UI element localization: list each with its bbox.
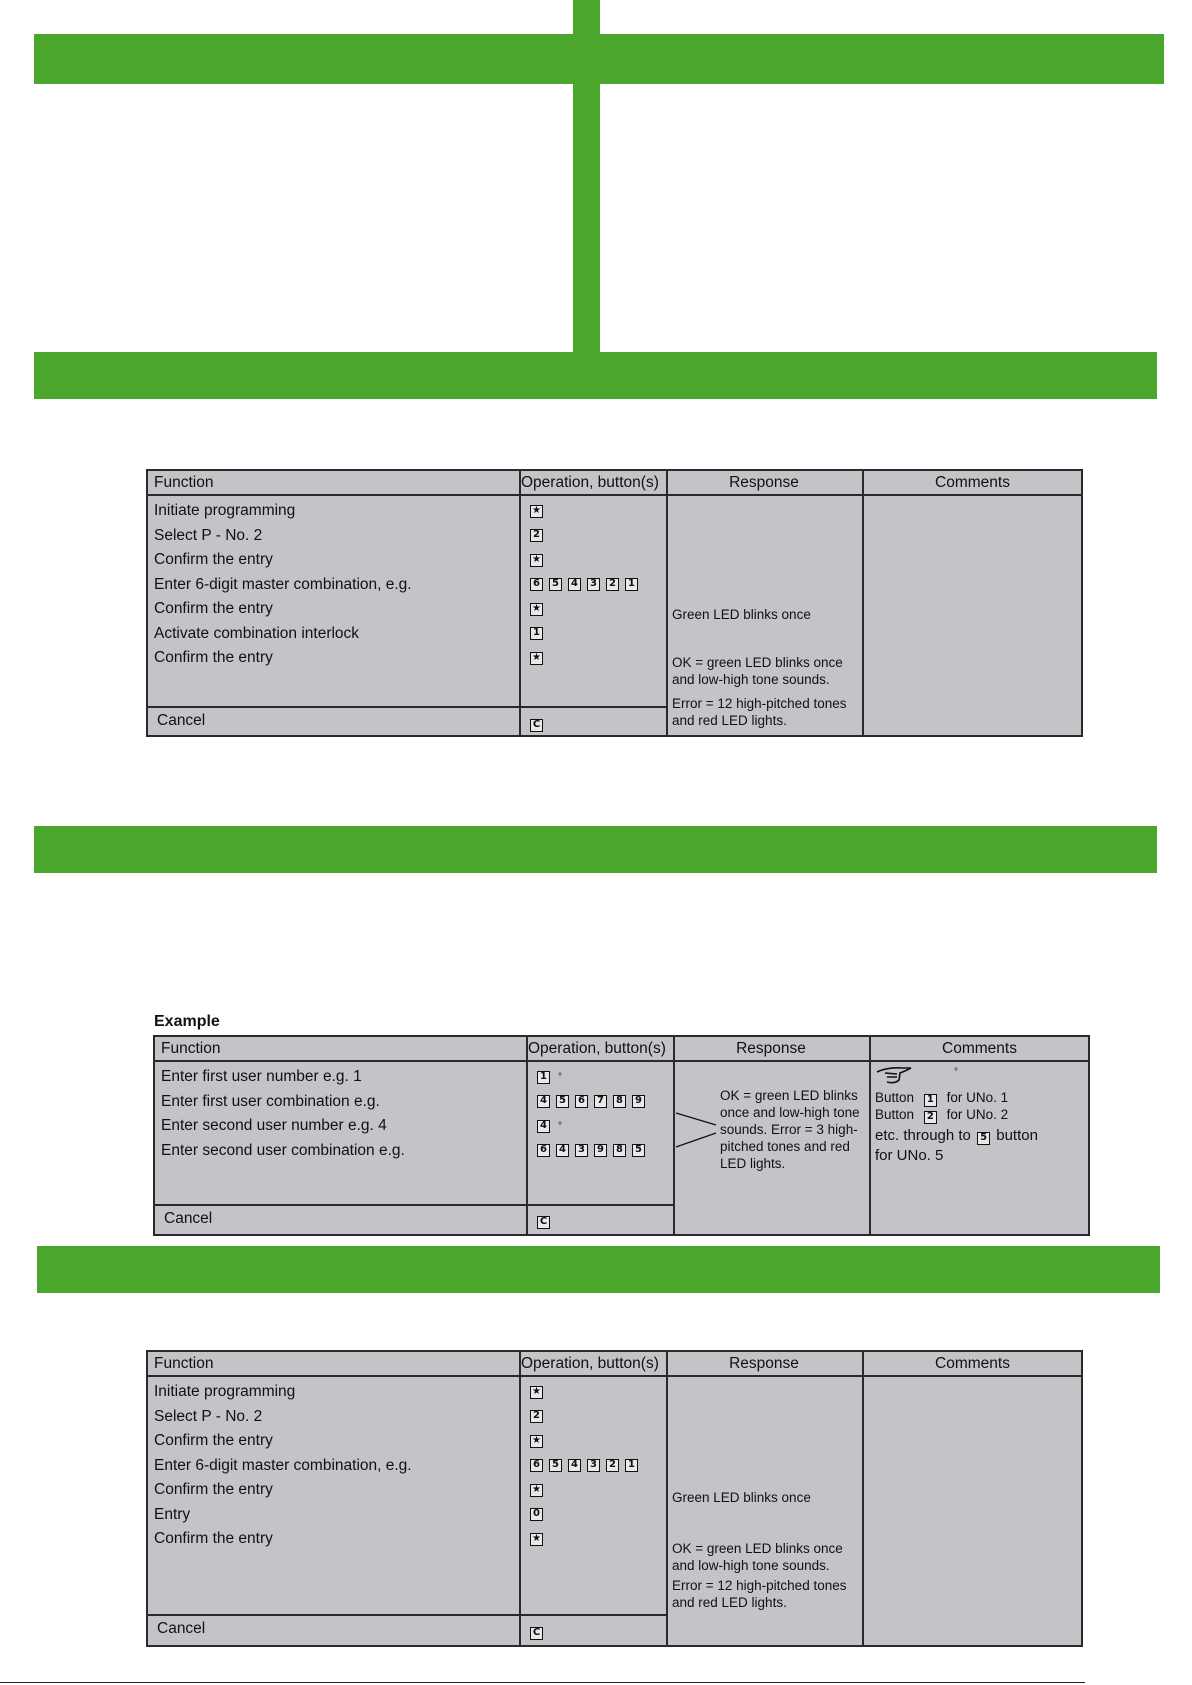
header-operation: Operation, button(s) — [521, 1355, 659, 1372]
header-response: Response — [736, 1040, 806, 1057]
key-icon: 4 — [537, 1120, 550, 1133]
key-icon: 1 — [530, 627, 543, 640]
comment-line-3: etc. through to 5 button — [875, 1127, 1038, 1144]
key-icon: 9 — [632, 1095, 645, 1108]
function-list — [154, 499, 412, 671]
footer-rule — [0, 1682, 1085, 1683]
programming-table-1 — [146, 469, 1083, 737]
op-row — [530, 548, 638, 573]
response-green-led: Green LED blinks once — [672, 607, 811, 622]
key-star-icon: ★ — [530, 554, 543, 567]
function-row: Activate combination interlock — [154, 624, 360, 642]
key-icon: 6 — [530, 578, 543, 591]
key-icon: 6 — [537, 1144, 550, 1157]
function-row: Initiate programming — [154, 1383, 296, 1400]
op-row — [530, 1380, 638, 1405]
function-row: Enter second user number e.g. 4 — [161, 1117, 387, 1134]
key-icon: 2 — [530, 529, 543, 542]
op-row — [530, 1478, 638, 1503]
key-icon: 5 — [977, 1132, 990, 1145]
example-table: Function Operation, button(s) Response Comments Enter first user number e.g. 1 Enter first user combination e.g. Enter second user number e.g. 4 Enter second user combination e.g. 1 ° 4 5 6 7 8 9 4 ° 6 4 3 9 8 5 Cancel C OK = green LED blinks once and low-high tone sounds. Error = 3 high-pitched tones and red LED lights. ° Button 1 for UNo. 1 Button 2 for UNo. 2 etc. through to 5 button for UNo. 5 — [153, 1035, 1090, 1236]
cancel-label: Cancel — [164, 1210, 213, 1227]
key-icon: 5 — [549, 578, 562, 591]
cancel-label: Cancel — [157, 1620, 206, 1637]
operation-list — [530, 499, 638, 671]
op-row — [530, 1527, 638, 1552]
op-row — [537, 1139, 645, 1164]
green-banner-3 — [34, 826, 1157, 873]
function-row: Initiate programming — [154, 502, 296, 519]
op-row — [530, 499, 638, 524]
header-response: Response — [729, 1355, 799, 1372]
key-icon: 0 — [530, 1508, 543, 1521]
op-row — [530, 597, 638, 622]
key-cancel-icon: C — [530, 719, 543, 732]
programming-table-2 — [146, 1350, 1083, 1647]
key-icon: 4 — [568, 578, 581, 591]
pointing-hand-icon — [875, 1065, 917, 1087]
comment-line-2: Button 2 for UNo. 2 — [875, 1107, 1009, 1122]
op-row — [530, 1429, 638, 1454]
response-error: Error = 12 high-pitched tones and red LED lights. — [672, 696, 847, 728]
key-icon: 5 — [632, 1144, 645, 1157]
key-star-icon: ★ — [530, 1533, 543, 1546]
header-operation: Operation, button(s) — [521, 474, 659, 491]
key-icon: 2 — [606, 578, 619, 591]
key-icon: 6 — [530, 1459, 543, 1472]
bracket-lines — [674, 1097, 724, 1152]
op-row — [530, 622, 638, 647]
key-star-icon: ★ — [530, 505, 543, 518]
key-icon: 5 — [556, 1095, 569, 1108]
op-row — [530, 1454, 638, 1479]
green-banner-1 — [34, 34, 1164, 84]
function-row: Confirm the entry — [154, 1530, 273, 1547]
key-icon: 3 — [587, 578, 600, 591]
key-icon: 1 — [625, 578, 638, 591]
key-icon: 3 — [587, 1459, 600, 1472]
comment-line-1: Button 1 for UNo. 1 — [875, 1090, 1009, 1105]
key-icon: 8 — [613, 1095, 626, 1108]
function-row: Confirm the entry — [154, 1432, 273, 1449]
key-star-icon: ★ — [530, 1386, 543, 1399]
op-row — [530, 646, 638, 671]
key-icon: 4 — [568, 1459, 581, 1472]
function-row: Enter first user number e.g. 1 — [161, 1068, 362, 1085]
key-icon: 7 — [594, 1095, 607, 1108]
header-comments: Comments — [942, 1040, 1017, 1057]
key-icon: 1 — [924, 1094, 937, 1107]
function-row: Enter first user combination e.g. — [161, 1092, 380, 1110]
function-list — [154, 1380, 412, 1552]
function-row: Enter 6-digit master combination, e.g. — [154, 1456, 412, 1474]
header-response: Response — [729, 474, 799, 491]
function-row: Enter second user combination e.g. — [161, 1141, 405, 1159]
response-error: Error = 12 high-pitched tones and red LED lights. — [672, 1578, 847, 1610]
header-comments: Comments — [935, 474, 1010, 491]
key-icon: 8 — [613, 1144, 626, 1157]
key-cancel-icon: C — [530, 1627, 543, 1640]
key-icon: 1 — [625, 1459, 638, 1472]
op-row: 1 ° — [537, 1065, 645, 1090]
key-icon: 2 — [924, 1111, 937, 1124]
key-star-icon: ★ — [530, 1435, 543, 1448]
key-icon: 5 — [549, 1459, 562, 1472]
example-label: Example — [154, 1013, 220, 1030]
function-row: Enter 6-digit master combination, e.g. — [154, 575, 412, 593]
operation-list — [537, 1065, 645, 1163]
op-row — [530, 524, 638, 549]
key-icon: 4 — [537, 1095, 550, 1108]
function-row: Select P - No. 2 — [154, 1407, 263, 1425]
op-row — [530, 573, 638, 598]
key-icon: 6 — [575, 1095, 588, 1108]
op-row — [537, 1090, 645, 1115]
header-function: Function — [154, 1355, 214, 1372]
operation-list — [530, 1380, 638, 1552]
function-row: Entry — [154, 1505, 191, 1523]
header-comments: Comments — [935, 1355, 1010, 1372]
key-icon: 9 — [594, 1144, 607, 1157]
green-banner-2 — [34, 352, 1157, 399]
op-row — [530, 1503, 638, 1528]
function-row: Select P - No. 2 — [154, 526, 263, 544]
header-operation: Operation, button(s) — [528, 1040, 666, 1057]
key-icon: 3 — [575, 1144, 588, 1157]
key-star-icon: ★ — [530, 652, 543, 665]
key-icon: 1 — [537, 1071, 550, 1084]
op-row: 4 ° — [537, 1114, 645, 1139]
comment-line-4: for UNo. 5 — [875, 1147, 944, 1164]
key-star-icon: ★ — [530, 1484, 543, 1497]
header-function: Function — [154, 474, 214, 491]
function-list — [161, 1065, 405, 1163]
function-row: Confirm the entry — [154, 551, 273, 568]
green-banner-4 — [37, 1246, 1160, 1293]
response-ok: OK = green LED blinks once and low-high tone sounds. — [672, 655, 843, 687]
response-green-led: Green LED blinks once — [672, 1490, 811, 1505]
key-icon: 2 — [606, 1459, 619, 1472]
function-row: Confirm the entry — [154, 649, 273, 666]
cancel-label: Cancel — [157, 712, 206, 729]
header-function: Function — [161, 1040, 221, 1057]
key-cancel-icon: C — [537, 1216, 550, 1229]
function-row: Confirm the entry — [154, 1481, 273, 1498]
op-row — [530, 1405, 638, 1430]
key-icon: 2 — [530, 1410, 543, 1423]
key-icon: 4 — [556, 1144, 569, 1157]
function-row: Confirm the entry — [154, 600, 273, 617]
response-text: OK = green LED blinks once and low-high tone sounds. Error = 3 high-pitched tones and red LED lights. — [720, 1088, 860, 1171]
key-star-icon: ★ — [530, 603, 543, 616]
response-ok: OK = green LED blinks once and low-high tone sounds. — [672, 1541, 843, 1573]
